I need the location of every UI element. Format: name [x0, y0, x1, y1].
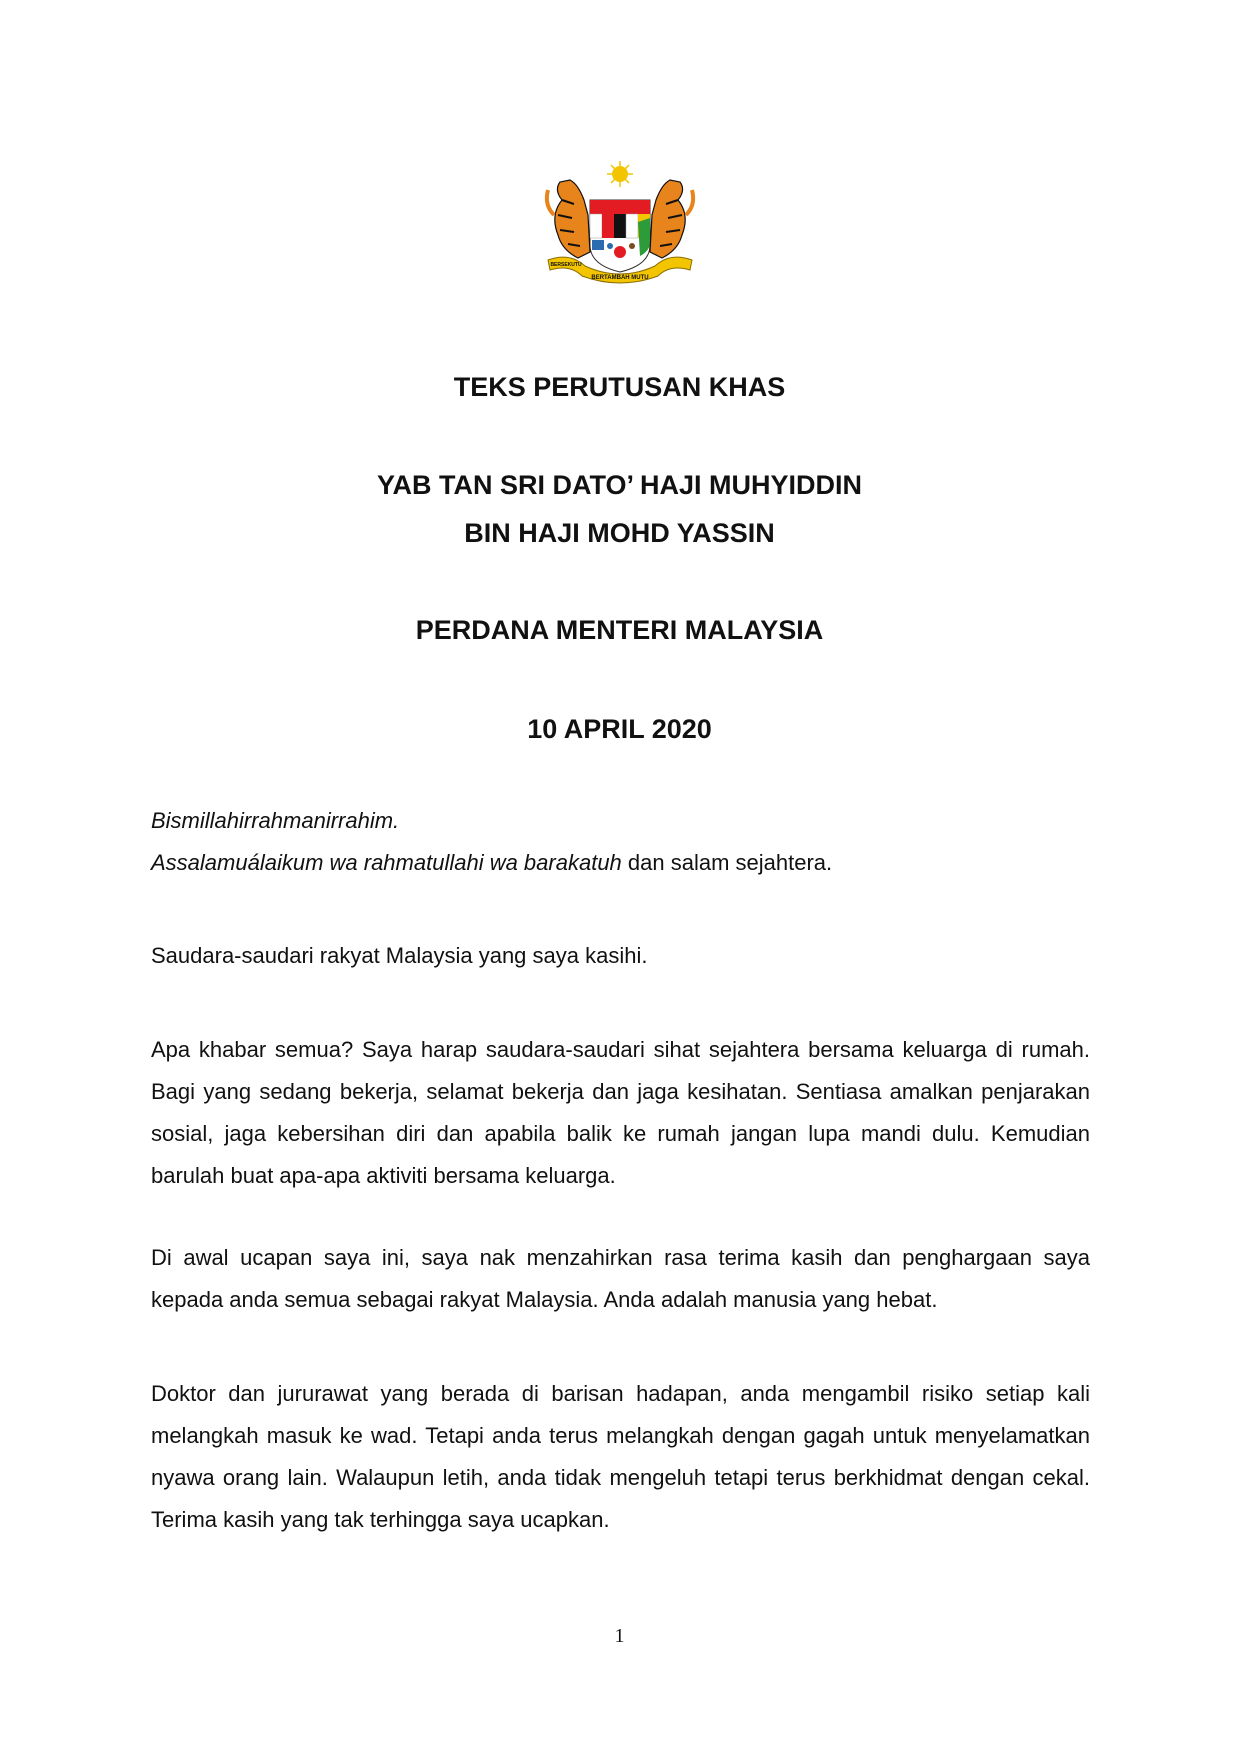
paragraph-1: Saudara-saudari rakyat Malaysia yang saya kasihi. — [151, 943, 648, 968]
greeting-bismillah: Bismillahirrahmanirrahim. — [151, 808, 400, 833]
greeting-salam-arabic: Assalamuálaikum wa rahmatullahi wa barakatuh — [151, 850, 622, 875]
greeting-salam — [151, 842, 1090, 884]
coat-of-arms-icon — [540, 160, 700, 285]
paragraph-3: Di awal ucapan saya ini, saya nak menzahirkan rasa terima kasih dan penghargaan saya kepada anda semua sebagai rakyat Malaysia. Anda adalah manusia yang hebat. — [151, 1245, 1090, 1312]
motto-left-text: BERSEKUTU — [550, 262, 582, 268]
speech-date: 10 APRIL 2020 — [527, 714, 712, 744]
speaker-name-line1: YAB TAN SRI DATO’ HAJI MUHYIDDIN — [376, 470, 863, 500]
greeting-block — [151, 800, 1090, 884]
speaker-name-line2: BIN HAJI MOHD YASSIN — [464, 518, 775, 548]
shield — [590, 200, 650, 272]
tiger-right — [650, 180, 693, 258]
paragraph-2: Apa khabar semua? Saya harap saudara-saudari sihat sejahtera bersama keluarga di rumah. Bagi yang sedang bekerja, selamat bekerja dan jaga kesihatan. Sentiasa amalkan penjarakan sosial, jaga kebersihan diri dan apabila balik ke rumah jangan lupa mandi dulu. Kemudian barulah buat apa-apa aktiviti bersama keluarga. — [151, 1037, 1090, 1188]
speaker-position: PERDANA MENTERI MALAYSIA — [415, 615, 824, 645]
tiger-left — [547, 180, 590, 258]
greeting-salam-rest: dan salam sejahtera. — [621, 850, 833, 875]
motto-text: BERTAMBAH MUTU — [591, 275, 649, 281]
paragraph-4: Doktor dan jururawat yang berada di barisan hadapan, anda mengambil risiko setiap kali melangkah masuk ke wad. Tetapi anda terus melangkah dengan gagah untuk menyelamatkan nyawa orang lain. Walaupun letih, anda tidak mengeluh tetapi terus berkhidmat dengan cekal. Terima kasih yang tak terhingga saya ucapkan. — [151, 1381, 1090, 1532]
coat-of-arms-logo — [540, 160, 700, 285]
page-number: 1 — [614, 1625, 625, 1647]
document-title: TEKS PERUTUSAN KHAS — [453, 372, 786, 402]
